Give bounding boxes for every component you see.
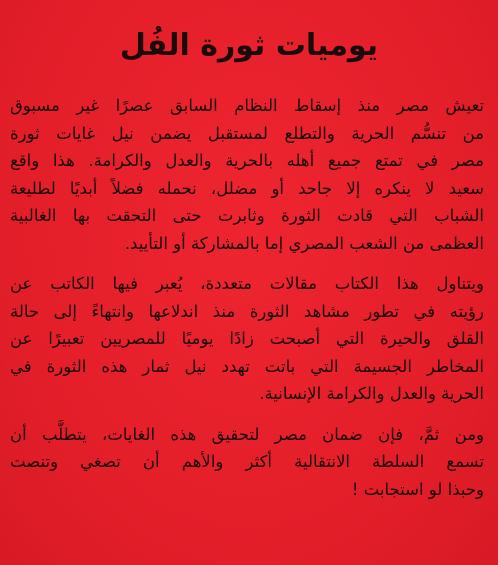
page-title: يوميات ثورة الفُل (119, 28, 379, 63)
text-line: ومن ثمَّ، فإن ضمان مصر لتحقيق هذه الغايات، يتطلَّب أن (10, 424, 484, 444)
paragraph-2 (10, 270, 484, 408)
text-line: ويتناول هذا الكتاب مقالات متعددة، يُعبر فيها الكاتب عن (10, 274, 484, 293)
text-line: العظمى من الشعب المصري إما بالمشاركة أو التأييد. (124, 233, 484, 253)
text-line: تسمع السلطة الانتقالية أكثر والأهم أن تصغي وتنصت (10, 452, 484, 471)
text-line: المخاطر الجسيمة التي باتت تهدد نيل ثمار هذه الثورة في (10, 356, 484, 376)
text-line: الحرية والعدل والكرامة الإنسانية. (259, 384, 484, 403)
text-line: الشباب التي قادت الثورة وثابرت حتى التحقت بها الغالبية (10, 206, 484, 225)
paragraph-3 (10, 421, 484, 504)
text-line: تعيش مصر منذ إسقاط النظام السابق عصرًا غير مسبوق (10, 96, 484, 115)
text-line: وحبذا لو استجابت ! (351, 479, 484, 499)
text-line: القلق والحيرة التي أصبحت زادًا يوميًا للمصريين تعبيرًا عن (10, 329, 484, 348)
body-text (10, 92, 484, 503)
text-line: سعيد لا ينكره إلا جاحد أو مضلل، نحمله فضلاً أبديًا لطليعة (10, 178, 484, 198)
text-line: رؤيته في تطور مشاهد الثورة منذ اندلاعها وانتهاءً إلى حالة (10, 301, 484, 321)
text-line: من تنسُّم الحرية والتطلع لمستقبل يضمن نيل غايات ثورة (10, 123, 484, 143)
text-line: مصر في تمتع جميع أهله بالحرية والعدل والكرامة. هذا واقع (10, 151, 484, 170)
paragraph-1 (10, 92, 484, 257)
